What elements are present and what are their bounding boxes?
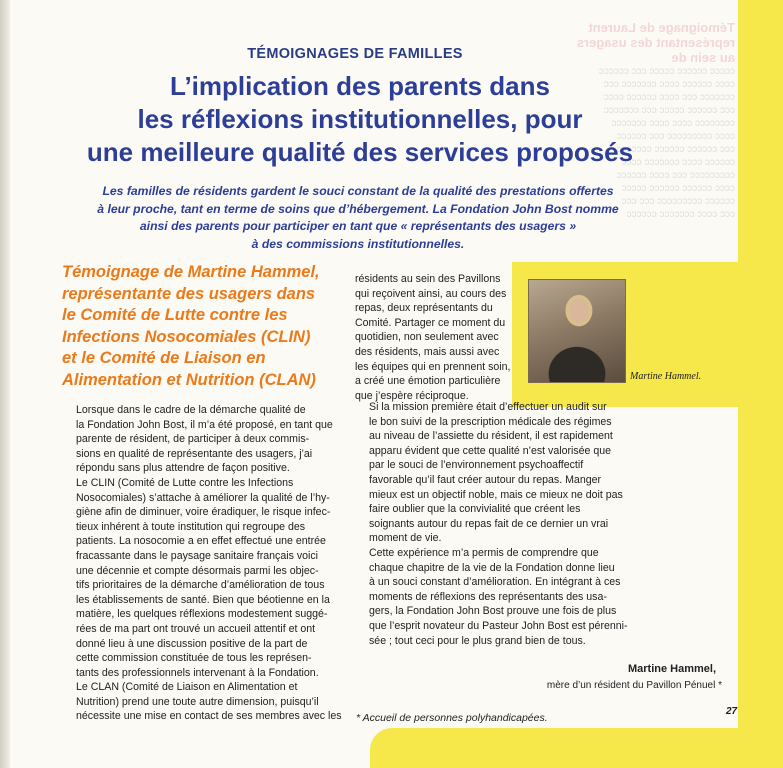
text-line: apparu évident que cette qualité n’est valorisée que — [369, 444, 612, 457]
text-line: matière, les quelques réflexions modestement suggé- — [76, 608, 328, 621]
text-line: fracassante dans le paysage sanitaire français voici — [76, 549, 319, 562]
testimony-title-line: Alimentation et Nutrition (CLAN) — [62, 370, 316, 389]
text-line: Lorsque dans le cadre de la démarche qualité de — [76, 404, 306, 416]
text-line: donné lieu à une discussion positive de la part de — [76, 637, 308, 650]
right-column — [355, 400, 723, 648]
headline — [40, 70, 680, 169]
footnote: * Accueil de personnes polyhandicapées. — [356, 712, 548, 724]
text-line: Comité. Partager ce moment du — [355, 316, 506, 329]
text-line: faire oublier que la convivialité que créent les — [369, 503, 581, 516]
intro-line: à des commissions institutionnelles. — [251, 236, 465, 251]
text-line: les équipes qui en prennent soin, — [355, 360, 511, 373]
headline-line: les réflexions institutionnelles, pour — [137, 104, 583, 134]
show-through-text: Témoignage de Laurent représentant des usagers au sein de ccccc cccccc ccccc ccc cccccc cccc cccccc cccc ccccccc ccc ccccccc ccc cccc cccccc cccc ccc cccccc ccccc ccc ccccccc cccccccc cccc cccc ccccccc cccc ccccccccc ccc cccccc ccc cccccc cccccc ccccccc cccccc cccc ccccccc cccc ccccccccc ccc cccc cccccc cccc cccccc cccccc ccccc cccccc ccccccccc ccc ccc ccc cccc ccccccc cccccc — [576, 20, 735, 220]
text-line: parente de résident, de participer à deux commis- — [76, 433, 310, 446]
intro-line: à leur proche, tant en terme de soins que d’hébergement. La Fondation John Bost nomme — [97, 201, 619, 216]
text-line: que j’espère réciproque. — [355, 389, 469, 402]
text-line: par le souci de l’environnement psychoaffectif — [369, 459, 584, 472]
body-paragraph — [62, 680, 342, 724]
testimony-title — [62, 262, 352, 391]
text-line: Le CLAN (Comité de Liaison en Alimentation et — [76, 681, 298, 694]
testimony-title-line: le Comité de Lutte contre les — [62, 306, 288, 324]
text-line: repas, deux représentants du — [355, 302, 493, 315]
body-paragraph — [355, 400, 723, 546]
text-line: qui reçoivent ainsi, au cours des — [355, 287, 507, 300]
text-line: sions en qualité de représentante des usagers, j’ai — [76, 447, 313, 460]
intro-line: Les familles de résidents gardent le souci constant de la qualité des prestations offertes — [102, 184, 614, 198]
text-line: sée ; tout ceci pour le plus grand bien de tous. — [369, 634, 586, 647]
text-line: gers, la Fondation John Bost prouve une fois de plus — [369, 605, 617, 618]
text-line: résidents au sein des Pavillons — [355, 273, 501, 285]
text-line: que l’esprit novateur du Pasteur John Bost est pérenni- — [369, 619, 628, 632]
text-line: Cette expérience m’a permis de comprendre que — [369, 546, 599, 559]
headline-line: L’implication des parents dans — [170, 71, 550, 101]
body-paragraph — [62, 476, 337, 680]
signature-role: mère d’un résident du Pavillon Pénuel * — [546, 680, 722, 691]
body-paragraph — [355, 272, 521, 403]
text-line: nécessite une mise en contact de ses membres avec les — [76, 710, 342, 723]
text-line: mieux est un objectif noble, mais ce mieux ne doit pas — [369, 488, 623, 501]
text-line: répondu sans plus attendre de façon positive. — [76, 462, 290, 475]
text-line: giène afin de diminuer, voire éradiquer, le risque infec- — [76, 506, 331, 519]
text-line: favorable qu’il faut créer autour du repas. Manger — [369, 473, 602, 486]
text-line: des résidents, mais aussi avec — [355, 345, 500, 358]
text-line: une décennie et compte désormais parmi les objec- — [76, 564, 319, 577]
signature-name: Martine Hammel, — [627, 663, 716, 675]
text-line: Le CLIN (Comité de Lutte contre les Infections — [76, 476, 294, 489]
text-line: le bon suivi de la prescription médicale des régimes — [369, 415, 612, 428]
text-line: à un souci constant d’amélioration. En intégrant à ces — [369, 576, 621, 589]
text-line: quotidien, non seulement avec — [355, 331, 499, 344]
text-line: tieux inhérent à toute institution qui regroupe des — [76, 520, 306, 533]
text-line: chaque chapitre de la vie de la Fondation donne lieu — [369, 561, 615, 574]
text-line: tifs prioritaires de la démarche d’amélioration de tous — [76, 579, 325, 592]
text-line: Nutrition) prend une toute autre dimension, puisqu’il — [76, 695, 319, 708]
text-line: rées de ma part ont trouvé un accueil attentif et ont — [76, 622, 316, 635]
text-line: soignants autour du repas fait de ce dernier un vrai — [369, 517, 609, 530]
text-line: a créé une émotion particulière — [355, 375, 501, 388]
testimony-title-line: et le Comité de Liaison en — [62, 349, 266, 367]
testimony-title-line: Infections Nosocomiales (CLIN) — [62, 327, 311, 346]
text-line: cette commission constituée de tous les représen- — [76, 652, 312, 665]
middle-column — [355, 272, 521, 403]
body-paragraph — [355, 546, 723, 648]
body-paragraph — [62, 403, 337, 476]
page-number: 27 — [726, 706, 738, 717]
section-kicker: TÉMOIGNAGES DE FAMILLES — [247, 46, 463, 62]
testimony-title-line: représentante des usagers dans — [62, 284, 316, 303]
text-line: patients. La nosocomie a en effet effectué une entrée — [76, 535, 326, 548]
testimony-title-line: Témoignage de Martine Hammel, — [62, 263, 320, 281]
page-spine — [0, 0, 10, 768]
portrait-photo — [528, 279, 626, 383]
text-line: moments de réflexions des représentants des usa- — [369, 590, 607, 603]
text-line: au niveau de l’assiette du résident, il est rapidement — [369, 430, 613, 443]
yellow-footer-band — [370, 728, 783, 768]
text-line: les établissements de santé. Bien que béotienne en la — [76, 593, 330, 606]
photo-caption: Martine Hammel. — [630, 371, 702, 382]
text-line: Nosocomiales) s’attache à améliorer la qualité de l’hy- — [76, 491, 330, 504]
show-through-code — [736, 30, 756, 120]
text-line: tants des professionnels intervenant à la Fondation. — [76, 666, 319, 679]
headline-line: une meilleure qualité des services proposés — [86, 137, 634, 167]
intro-line: ainsi des parents pour participer en tant que « représentants des usagers » — [139, 219, 577, 233]
text-line: moment de vie. — [369, 532, 442, 545]
text-line: Si la mission première était d’effectuer un audit sur — [369, 401, 607, 413]
intro-paragraph — [58, 183, 658, 253]
text-line: la Fondation John Bost, il m’a été proposé, en tant que — [76, 418, 333, 431]
left-column — [62, 403, 342, 724]
